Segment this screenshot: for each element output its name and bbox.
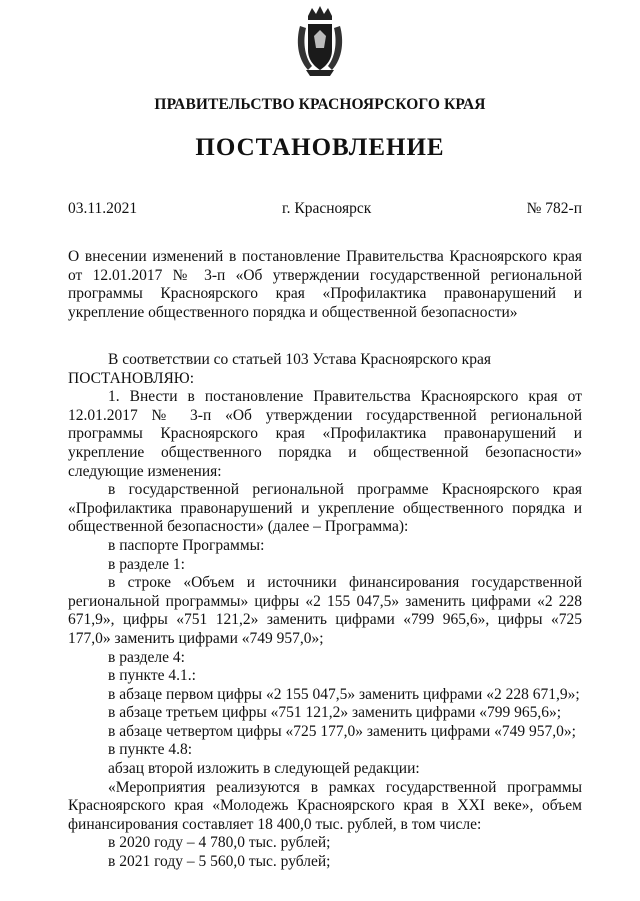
organization-title: ПРАВИТЕЛЬСТВО КРАСНОЯРСКОГО КРАЯ — [154, 96, 486, 113]
point-4-1-line: в пункте 4.1.: — [108, 667, 196, 685]
point-4-8-line: в пункте 4.8: — [108, 741, 193, 759]
section-1-line: в разделе 1: — [108, 555, 185, 573]
coat-of-arms-icon — [294, 6, 346, 78]
document-subject: О внесении изменений в постановление Правительства Красноярского края от 12.01.2017 № 3-п «Об утверждении государственной региональной программы Красноярского края «Профилактика правонарушений и укрепление общественного порядка и общественной безопасности» — [68, 248, 582, 321]
passport-line: в паспорте Программы: — [108, 536, 265, 554]
preamble-paragraph: В соответствии со статьей 103 Устава Красноярского края — [108, 351, 491, 368]
program-paragraph: в государственной региональной программе Красноярского края «Профилактика правонарушений и укрепление общественного порядка и общественной безопасности» (далее – Программа): — [68, 481, 582, 536]
para-second-line: абзац второй изложить в следующей редакции: — [108, 760, 420, 778]
volume-line-paragraph: в строке «Объем и источники финансирования государственной региональной программы» цифры «2 155 047,5» заменить цифрами «2 228 671,9», цифры «751 121,2» заменить цифрами «799 965,6», цифры «725 177,0» заменить цифрами «749 957,0»; — [68, 574, 582, 647]
quote-paragraph: «Мероприятия реализуются в рамках государственной программы Красноярского края «Молодежь Красноярского края в XXI веке», объем финансирования составляет 18 400,0 тыс. рублей, в том числе: — [68, 778, 582, 833]
document-type-title: ПОСТАНОВЛЕНИЕ — [195, 134, 445, 161]
document-body — [68, 351, 582, 872]
document-date: 03.11.2021 — [68, 200, 138, 217]
para-third-line: в абзаце третьем цифры «751 121,2» заменить цифрами «799 965,6»; — [108, 704, 562, 722]
year-2020-line: в 2020 году – 4 780,0 тыс. рублей; — [108, 834, 331, 852]
para-fourth-line: в абзаце четвертом цифры «725 177,0» заменить цифрами «749 957,0»; — [108, 722, 576, 740]
para-first-line: в абзаце первом цифры «2 155 047,5» заменить цифрами «2 228 671,9»; — [108, 685, 580, 703]
year-2021-line: в 2021 году – 5 560,0 тыс. рублей; — [108, 853, 331, 871]
item-1-paragraph: 1. Внести в постановление Правительства Красноярского края от 12.01.2017 № 3-п «Об утверждении государственной региональной программы Красноярского края «Профилактика правонарушений и укрепление общественного порядка и общественной безопасности» следующие изменения: — [68, 388, 582, 480]
document-city: г. Красноярск — [282, 200, 372, 217]
resolve-heading: ПОСТАНОВЛЯЮ: — [68, 369, 195, 387]
document-number: № 782-п — [526, 200, 582, 217]
section-4-line: в разделе 4: — [108, 648, 185, 666]
